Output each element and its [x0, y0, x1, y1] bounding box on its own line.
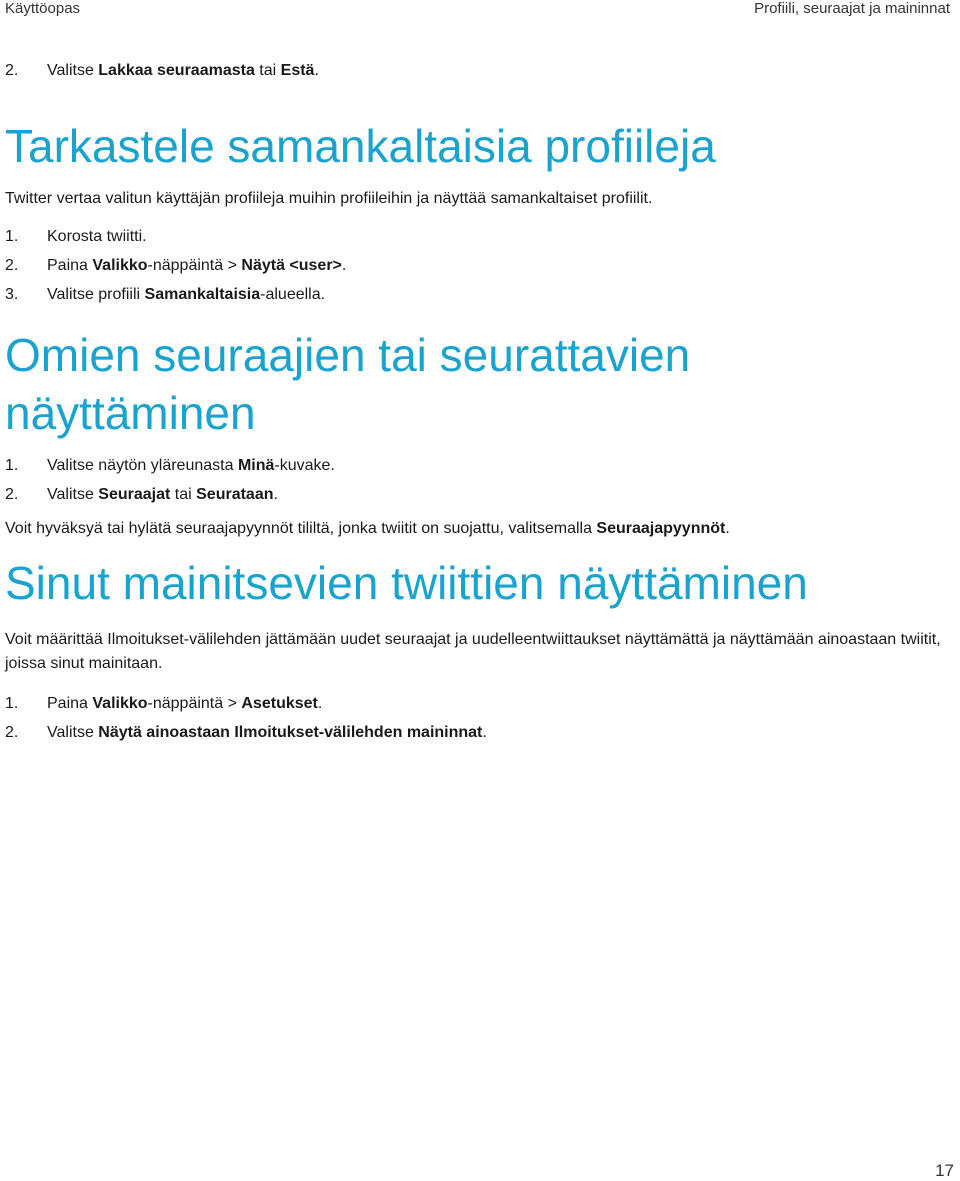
step-number: 1.: [5, 457, 19, 474]
step-number: 2.: [5, 486, 19, 503]
section-heading: [5, 326, 950, 442]
step-text: -näppäintä >: [147, 695, 242, 712]
section-heading: Sinut mainitsevien twiittien näyttäminen: [5, 557, 808, 609]
step-item: [5, 285, 950, 314]
note-text: Voit hyväksyä tai hylätä seuraajapyynnöt tililtä, jonka twiitit on suojattu, valitsemalla: [5, 520, 597, 537]
step-bold-term: Minä: [237, 457, 275, 474]
top-step: [5, 61, 950, 90]
step-bold-term: Samankaltaisia: [144, 286, 261, 303]
section-heading-line: Omien seuraajien tai seurattavien: [5, 329, 691, 381]
step-item: [5, 456, 950, 485]
step-text: Valitse: [47, 62, 99, 79]
step-list: [5, 227, 950, 314]
step-bold-term: Näytä ainoastaan Ilmoitukset-välilehden maininnat: [98, 724, 483, 741]
step-number: 1.: [5, 228, 19, 245]
page-header: [0, 0, 960, 22]
step-text: -kuvake.: [274, 457, 335, 474]
step-number: 2.: [5, 724, 19, 741]
step-text: -alueella.: [260, 286, 326, 303]
step-item: [5, 227, 950, 256]
step-bold-term: Estä: [280, 62, 315, 79]
note-text: .: [725, 520, 730, 537]
step-text: Paina: [47, 695, 93, 712]
step-text: .: [482, 724, 487, 741]
section-intro: Voit määrittää Ilmoitukset-välilehden jättämään uudet seuraajat ja uudelleentwiittaukset näyttämättä ja näyttämään ainoastaan twiitit, joissa sinut mainitaan.: [5, 631, 941, 672]
page-number: 17: [935, 1161, 954, 1180]
step-bold-term: Asetukset: [241, 695, 318, 712]
step-text: Valitse: [47, 486, 99, 503]
step-number: 2.: [5, 62, 19, 79]
step-text: Valitse: [47, 724, 99, 741]
step-number: 1.: [5, 695, 19, 712]
step-text: Korosta twiitti.: [47, 228, 147, 245]
step-item: [5, 485, 950, 514]
step-item: [5, 723, 950, 752]
step-number: 3.: [5, 286, 19, 303]
section-heading-line: näyttäminen: [5, 387, 256, 439]
header-doc-title: Käyttöopas: [5, 0, 81, 17]
step-list: [5, 456, 950, 514]
step-text: .: [314, 62, 319, 79]
step-text: tai: [170, 486, 197, 503]
step-item: [5, 694, 950, 723]
step-bold-term: Seuraajat: [98, 486, 171, 503]
step-bold-term: Seurataan: [196, 486, 274, 503]
step-text: .: [273, 486, 278, 503]
step-bold-term: Valikko: [92, 695, 148, 712]
step-bold-term: Näytä <user>: [241, 257, 342, 274]
step-text: Paina: [47, 257, 93, 274]
section-heading: Tarkastele samankaltaisia profiileja: [5, 120, 716, 172]
step-bold-term: Valikko: [92, 257, 148, 274]
step-text: .: [341, 257, 347, 274]
step-item: [5, 256, 950, 285]
step-list: [5, 694, 950, 752]
step-text: Valitse näytön yläreunasta: [47, 457, 238, 474]
section-intro: Twitter vertaa valitun käyttäjän profiileja muihin profiileihin ja näyttää samankaltaiset profiilit.: [5, 190, 653, 207]
step-text: .: [317, 695, 323, 712]
page-content: [5, 60, 950, 752]
step-number: 2.: [5, 257, 19, 274]
step-text: tai: [254, 62, 281, 79]
header-chapter-title: Profiili, seuraajat ja maininnat: [754, 0, 950, 17]
step-bold-term: Lakkaa seuraamasta: [98, 62, 255, 79]
step-text: Valitse profiili: [47, 286, 145, 303]
note-bold-term: Seuraajapyynnöt: [596, 520, 726, 537]
step-text: -näppäintä >: [147, 257, 242, 274]
note-paragraph: [5, 517, 950, 541]
